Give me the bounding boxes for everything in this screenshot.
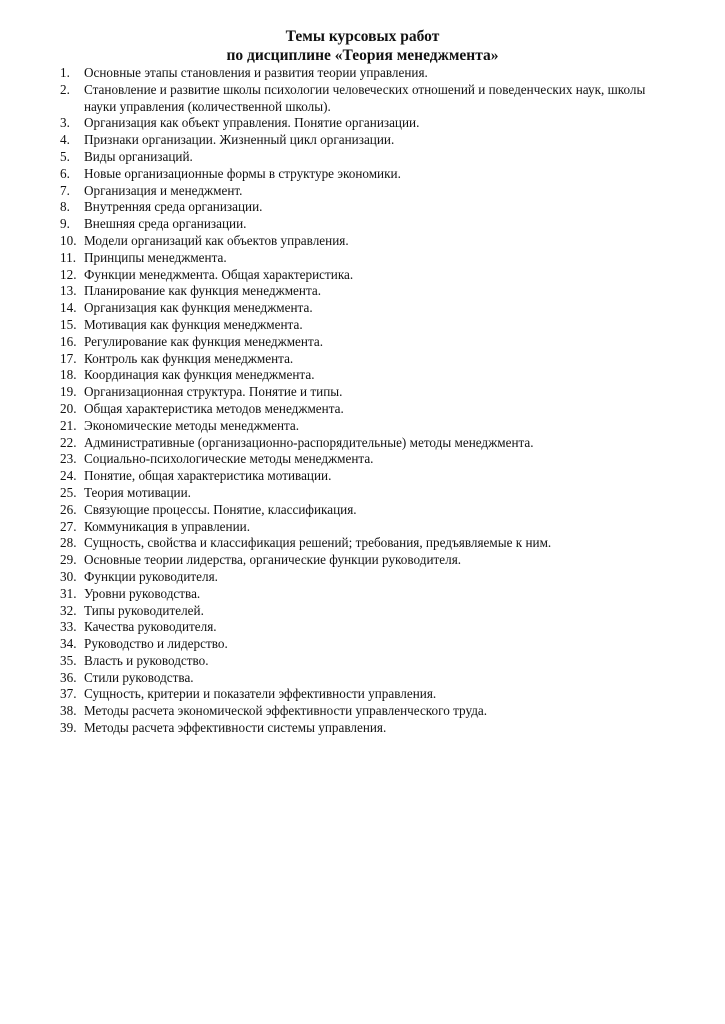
item-number: 34.: [60, 636, 77, 652]
item-number: 6.: [60, 165, 70, 181]
list-item: [60, 183, 670, 200]
list-item: [60, 233, 670, 250]
document-subtitle: по дисциплине «Теория менеджмента»: [226, 47, 499, 64]
item-text: Функции менеджмента. Общая характеристика.: [84, 266, 354, 282]
list-item: [60, 418, 670, 435]
item-number: 25.: [60, 484, 77, 500]
list-item: [60, 132, 670, 149]
item-number: 9.: [60, 216, 70, 232]
item-text: Новые организационные формы в структуре экономики.: [84, 165, 401, 181]
item-number: 18.: [60, 367, 77, 383]
item-text: Признаки организации. Жизненный цикл организации.: [84, 132, 395, 148]
item-number: 20.: [60, 400, 77, 416]
list-item: [60, 216, 670, 233]
list-item: [60, 283, 670, 300]
item-text: Модели организаций как объектов управления.: [84, 232, 349, 248]
list-item: [60, 451, 670, 468]
list-item: [60, 149, 670, 166]
item-text: Социально-психологические методы менеджмента.: [84, 451, 374, 467]
item-text: Стили руководства.: [84, 669, 194, 685]
item-text: Внешняя среда организации.: [84, 216, 247, 232]
list-item: [60, 586, 670, 603]
item-text: Теория мотивации.: [84, 484, 191, 500]
item-number: 33.: [60, 619, 77, 635]
item-number: 10.: [60, 232, 77, 248]
item-number: 23.: [60, 451, 77, 467]
list-item: [60, 65, 670, 82]
item-text: Понятие, общая характеристика мотивации.: [84, 468, 332, 484]
item-number: 2.: [60, 81, 70, 97]
list-item: [60, 199, 670, 216]
list-item: [60, 686, 670, 703]
list-item: [60, 267, 670, 284]
item-number: 16.: [60, 333, 77, 349]
list-item: [60, 552, 670, 569]
list-item: [60, 703, 670, 720]
item-text: Качества руководителя.: [84, 619, 217, 635]
list-item: [60, 720, 670, 737]
item-text: Виды организаций.: [84, 148, 193, 164]
item-number: 14.: [60, 300, 77, 316]
item-number: 4.: [60, 132, 70, 148]
item-number: 28.: [60, 535, 77, 551]
item-text: Функции руководителя.: [84, 568, 218, 584]
list-item: [60, 351, 670, 368]
list-item: [60, 367, 670, 384]
list-item: [60, 300, 670, 317]
list-item: [60, 569, 670, 586]
item-text: Методы расчета экономической эффективности управленческого труда.: [84, 703, 488, 719]
item-number: 12.: [60, 266, 77, 282]
item-number: 7.: [60, 182, 70, 198]
document-title: Темы курсовых работ: [285, 28, 440, 45]
item-number: 32.: [60, 602, 77, 618]
item-text: Мотивация как функция менеджмента.: [84, 316, 303, 332]
item-number: 15.: [60, 316, 77, 332]
item-number: 5.: [60, 148, 70, 164]
item-text: Связующие процессы. Понятие, классификация.: [84, 501, 357, 517]
list-item: [60, 603, 670, 620]
list-item: [60, 250, 670, 267]
item-number: 19.: [60, 384, 77, 400]
item-number: 27.: [60, 518, 77, 534]
item-number: 30.: [60, 568, 77, 584]
item-text: Сущность, свойства и классификация решений; требования, предъявляемые к ним.: [84, 535, 552, 551]
item-number: 13.: [60, 283, 77, 299]
list-item: [60, 468, 670, 485]
item-number: 26.: [60, 501, 77, 517]
list-item: [60, 401, 670, 418]
item-text: Регулирование как функция менеджмента.: [84, 333, 324, 349]
item-text: Организация как объект управления. Понятие организации.: [84, 115, 420, 131]
item-text: Внутренняя среда организации.: [84, 199, 263, 215]
list-item: [60, 502, 670, 519]
item-text: Типы руководителей.: [84, 602, 204, 618]
item-text: Уровни руководства.: [84, 585, 201, 601]
list-item: [60, 519, 670, 536]
item-number: 8.: [60, 199, 70, 215]
item-text: Становление и развитие школы психологии человеческих отношений и поведенческих наук, школы науки управления (количественной школы).: [84, 81, 646, 114]
item-text: Власть и руководство.: [84, 652, 209, 668]
item-text: Организация и менеджмент.: [84, 182, 243, 198]
item-text: Общая характеристика методов менеджмента.: [84, 400, 344, 416]
list-item: [60, 82, 670, 116]
list-item: [60, 619, 670, 636]
item-number: 1.: [60, 65, 70, 80]
list-item: [60, 115, 670, 132]
list-item: [60, 435, 670, 452]
item-text: Планирование как функция менеджмента.: [84, 283, 322, 299]
list-item: [60, 384, 670, 401]
item-text: Принципы менеджмента.: [84, 249, 227, 265]
item-number: 22.: [60, 434, 77, 450]
item-text: Административные (организационно-распорядительные) методы менеджмента.: [84, 434, 534, 450]
item-number: 36.: [60, 669, 77, 685]
list-item: [60, 670, 670, 687]
list-item: [60, 485, 670, 502]
item-text: Экономические методы менеджмента.: [84, 417, 300, 433]
item-text: Руководство и лидерство.: [84, 636, 228, 652]
item-text: Контроль как функция менеджмента.: [84, 350, 294, 366]
item-text: Сущность, критерии и показатели эффективности управления.: [84, 686, 437, 702]
list-item: [60, 636, 670, 653]
item-text: Методы расчета эффективности системы управления.: [84, 720, 387, 736]
topic-list: [60, 65, 670, 737]
item-number: 37.: [60, 686, 77, 702]
item-text: Организация как функция менеджмента.: [84, 300, 313, 316]
list-item: [60, 334, 670, 351]
item-number: 11.: [60, 249, 76, 265]
item-number: 17.: [60, 350, 77, 366]
item-number: 29.: [60, 552, 77, 568]
list-item: [60, 653, 670, 670]
item-number: 35.: [60, 652, 77, 668]
item-number: 31.: [60, 585, 77, 601]
list-item: [60, 166, 670, 183]
list-item: [60, 535, 670, 552]
item-text: Основные этапы становления и развития теории управления.: [84, 65, 428, 80]
item-text: Коммуникация в управлении.: [84, 518, 250, 534]
item-number: 21.: [60, 417, 77, 433]
item-text: Основные теории лидерства, органические функции руководителя.: [84, 552, 462, 568]
item-number: 39.: [60, 720, 77, 736]
item-text: Организационная структура. Понятие и типы.: [84, 384, 343, 400]
item-number: 3.: [60, 115, 70, 131]
item-text: Координация как функция менеджмента.: [84, 367, 315, 383]
item-number: 38.: [60, 703, 77, 719]
list-item: [60, 317, 670, 334]
item-number: 24.: [60, 468, 77, 484]
